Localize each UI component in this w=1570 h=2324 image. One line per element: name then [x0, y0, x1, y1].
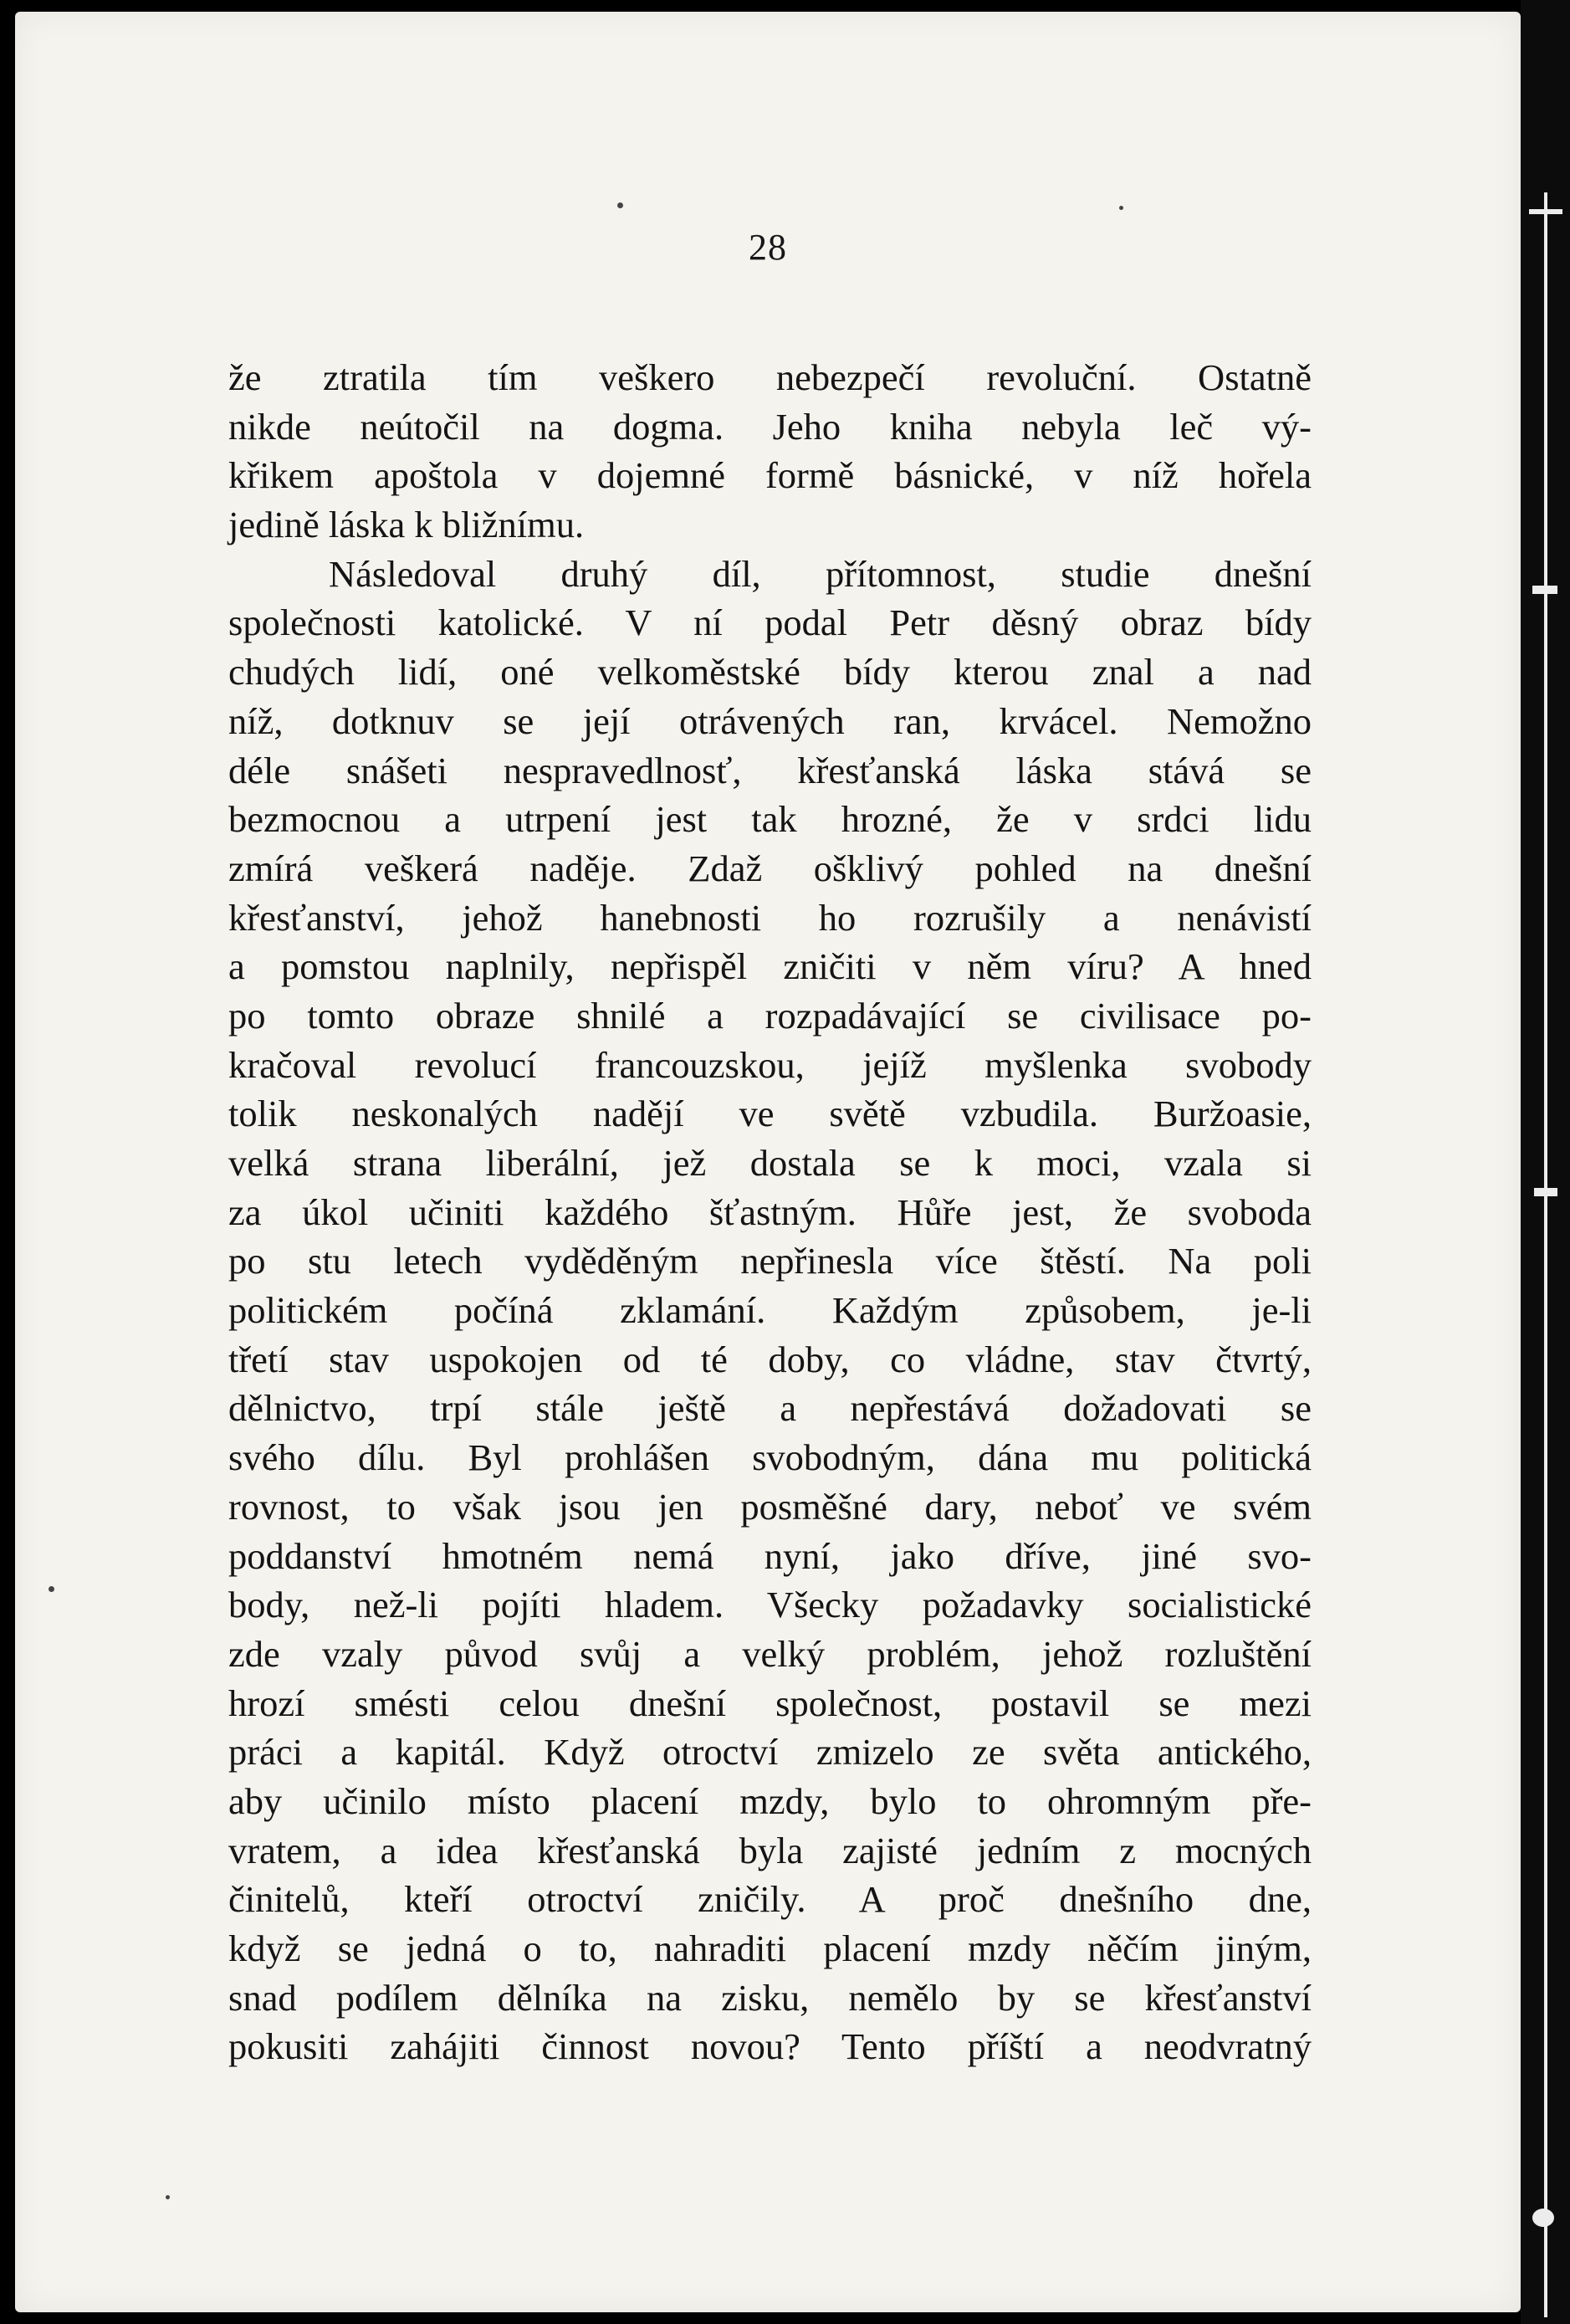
text-line: níž, dotknuv se její otrávených ran, krvácel. Nemožno	[228, 699, 1312, 742]
text-line: za úkol učiniti každého šťastným. Hůře jest, že svoboda	[228, 1190, 1312, 1233]
text-line: křesťanství, jehož hanebnosti ho rozrušily a nenávistí	[228, 896, 1312, 939]
text-line: aby učinilo místo placení mzdy, bylo to ohromným pře-	[228, 1779, 1312, 1822]
text-line: práci a kapitál. Když otroctví zmizelo ze světa antického,	[228, 1731, 1312, 1774]
text-line: velká strana liberální, jež dostala se k moci, vzala si	[228, 1142, 1312, 1184]
dust-speck	[49, 1586, 54, 1592]
text-line: déle snášeti nespravedlnosť, křesťanská láska stává se	[228, 749, 1312, 791]
text-line: tolik neskonalých nadějí ve světě vzbudila. Buržoasie,	[228, 1093, 1312, 1135]
body-text	[228, 353, 1312, 2071]
text-line: bezmocnou a utrpení jest tak hrozné, že v srdci lidu	[228, 798, 1312, 841]
edge-mark	[1534, 1188, 1557, 1196]
text-line: pokusiti zahájiti činnost novou? Tento příští a neodvratný	[228, 2025, 1312, 2068]
edge-mark	[1532, 586, 1557, 594]
dust-speck	[166, 2195, 170, 2199]
text-line: Následoval druhý díl, přítomnost, studie dnešní	[329, 552, 1312, 595]
text-line: vratem, a idea křesťanská byla zajisté jedním z mocných	[228, 1829, 1312, 1871]
text-line: body, než-li pojíti hladem. Všecky požadavky socialistické	[228, 1584, 1312, 1626]
text-line: po tomto obraze shnilé a rozpadávající se civilisace po-	[228, 994, 1312, 1037]
text-line: nikde neútočil na dogma. Jeho kniha nebyla leč vý-	[228, 405, 1312, 448]
text-line: poddanství hmotném nemá nyní, jako dříve, jiné svo-	[228, 1534, 1312, 1577]
page-number: 28	[749, 227, 787, 268]
text-line: že ztratila tím veškero nebezpečí revoluční. Ostatně	[228, 356, 1312, 398]
edge-mark	[1529, 209, 1562, 214]
text-line: po stu letech vyděděným nepřinesla více štěstí. Na poli	[228, 1240, 1312, 1282]
text-line: rovnost, to však jsou jen posměšné dary, neboť ve svém	[228, 1485, 1312, 1528]
edge-mark	[1532, 2209, 1554, 2227]
text-line: politickém počíná zklamání. Každým způsobem, je-li	[228, 1289, 1312, 1332]
text-line: jedině láska k bližnímu.	[228, 504, 585, 546]
text-line: kračoval revolucí francouzskou, jejíž myšlenka svobody	[228, 1043, 1312, 1086]
text-line: činitelů, kteří otroctví zničily. A proč dnešního dne,	[228, 1878, 1312, 1921]
dust-speck	[617, 202, 623, 208]
text-line: dělnictvo, trpí stále ještě a nepřestává dožadovati se	[228, 1387, 1312, 1430]
book-edge-line	[1544, 192, 1547, 2317]
text-line: chudých lidí, oné velkoměstské bídy kterou znal a nad	[228, 651, 1312, 694]
text-line: společnosti katolické. V ní podal Petr děsný obraz bídy	[228, 601, 1312, 644]
book-page	[15, 12, 1521, 2312]
text-line: svého dílu. Byl prohlášen svobodným, dána mu politická	[228, 1436, 1312, 1479]
text-line: snad podílem dělníka na zisku, nemělo by se křesťanství	[228, 1976, 1312, 2019]
text-line: a pomstou naplnily, nepřispěl zničiti v něm víru? A hned	[228, 945, 1312, 988]
text-line: třetí stav uspokojen od té doby, co vládne, stav čtvrtý,	[228, 1338, 1312, 1380]
text-line: zmírá veškerá naděje. Zdaž ošklivý pohled na dnešní	[228, 847, 1312, 889]
text-line: když se jedná o to, nahraditi placení mzdy něčím jiným,	[228, 1927, 1312, 1969]
dust-speck	[1119, 206, 1123, 210]
text-line: křikem apoštola v dojemné formě básnické, v níž hořela	[228, 454, 1312, 497]
text-line: zde vzaly původ svůj a velký problém, jehož rozluštění	[228, 1632, 1312, 1675]
text-line: hrozí smésti celou dnešní společnost, postavil se mezi	[228, 1682, 1312, 1724]
